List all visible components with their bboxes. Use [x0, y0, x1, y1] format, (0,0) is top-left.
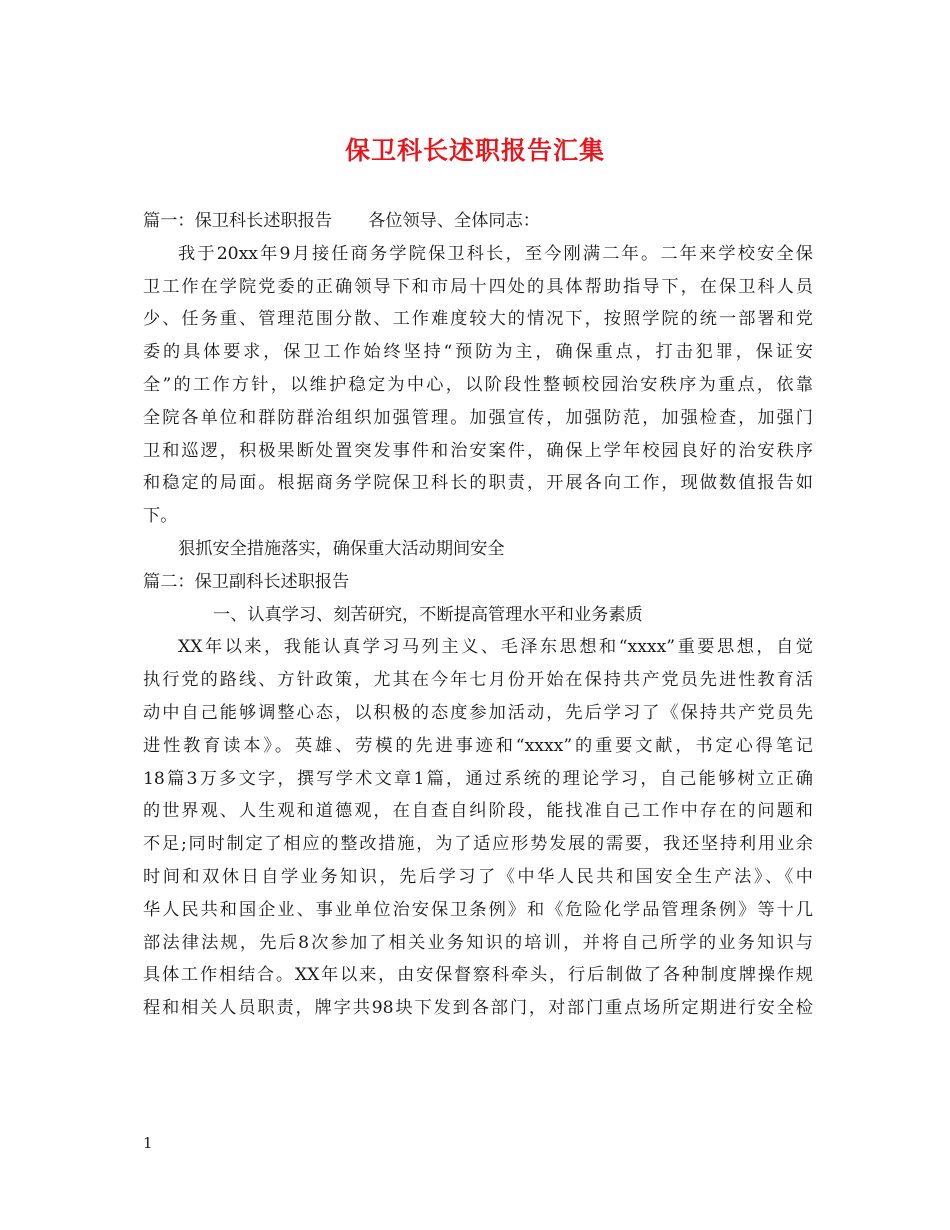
section1-para-line: 委的具体要求，保卫工作始终坚持“预防为主，确保重点，打击犯罪，保证安: [143, 342, 813, 363]
section1-para-line: 少、任务重、管理范围分散、工作难度较大的情况下，按照学院的统一部署和党: [143, 309, 813, 330]
document-title: 保卫科长述职报告汇集: [344, 136, 605, 165]
section1-para-line: 全”的工作方针，以维护稳定为中心，以阶段性整顿校园治安秩序为重点，依靠: [143, 374, 813, 395]
section2-para-line: 不足;同时制定了相应的整改措施，为了适应形势发展的需要，我还坚持利用业余: [143, 834, 813, 855]
section1-para-line: 和稳定的局面。根据商务学院保卫科长的职责，开展各向工作，现做数值报告如: [143, 473, 813, 494]
section1-heading-line: [143, 205, 813, 238]
section1-heading: 篇一：保卫科长述职报告: [143, 211, 333, 231]
section2-para-line: 华人民共和国企业、事业单位治安保卫条例》和《危险化学品管理条例》等十几: [143, 899, 813, 920]
section1-para-line: 卫和巡逻，积极果断处置突发事件和治安案件，确保上学年校园良好的治安秩序: [143, 440, 813, 461]
section1-para-line: 我于20xx年9月接任商务学院保卫科长，至今刚满二年。二年来学校安全保: [178, 243, 813, 264]
section2-heading: 篇二：保卫副科长述职报告: [143, 571, 350, 592]
section2-para-line: 时间和双休日自学业务知识，先后学习了《中华人民共和国安全生产法》、《中: [143, 866, 813, 887]
section2-para-line: 程和相关人员职责，牌字共98块下发到各部门，对部门重点场所定期进行安全检: [143, 998, 813, 1019]
section1-para-line: 卫工作在学院党委的正确领导下和市局十四处的具体帮助指导下，在保卫科人员: [143, 276, 813, 297]
section2-subheading: 一、认真学习、刻苦研究，不断提高管理水平和业务素质: [213, 604, 643, 625]
section2-para-line: 执行党的路线、方针政策，尤其在今年七月份开始在保持共产党员先进性教育活: [143, 670, 813, 691]
section1-para-last: 下。: [143, 506, 178, 527]
section2-para-line: 具体工作相结合。XX年以来，由安保督察科牵头，行后制做了各种制度牌操作规: [143, 965, 813, 986]
page-number: 1: [143, 1134, 153, 1152]
salutation: 各位领导、全体同志：: [368, 211, 540, 231]
section2-para-line: XX年以来，我能认真学习马列主义、毛泽东思想和“xxxx”重要思想，自觉: [178, 637, 813, 658]
section2-para-line: 进性教育读本》。英雄、劳模的先进事迹和“xxxx”的重要文献，书定心得笔记: [143, 735, 813, 756]
section1-para-line: 全院各单位和群防群治组织加强管理。加强宣传，加强防范，加强检查，加强门: [143, 407, 813, 428]
section2-para-line: 的世界观、人生观和道德观，在自查自纠阶段，能找准自己工作中存在的问题和: [143, 801, 813, 822]
section2-para-line: 动中自己能够调整心态，以积极的态度参加活动，先后学习了《保持共产党员先: [143, 702, 813, 723]
section2-para-line: 部法律法规，先后8次参加了相关业务知识的培训，并将自己所学的业务知识与: [143, 932, 813, 953]
section2-para-line: 18篇3万多文字，撰写学术文章1篇，通过系统的理论学习，自己能够树立正确: [143, 768, 813, 789]
section1-item: 狠抓安全措施落实，确保重大活动期间安全: [178, 538, 505, 559]
document-body: [143, 205, 813, 1025]
